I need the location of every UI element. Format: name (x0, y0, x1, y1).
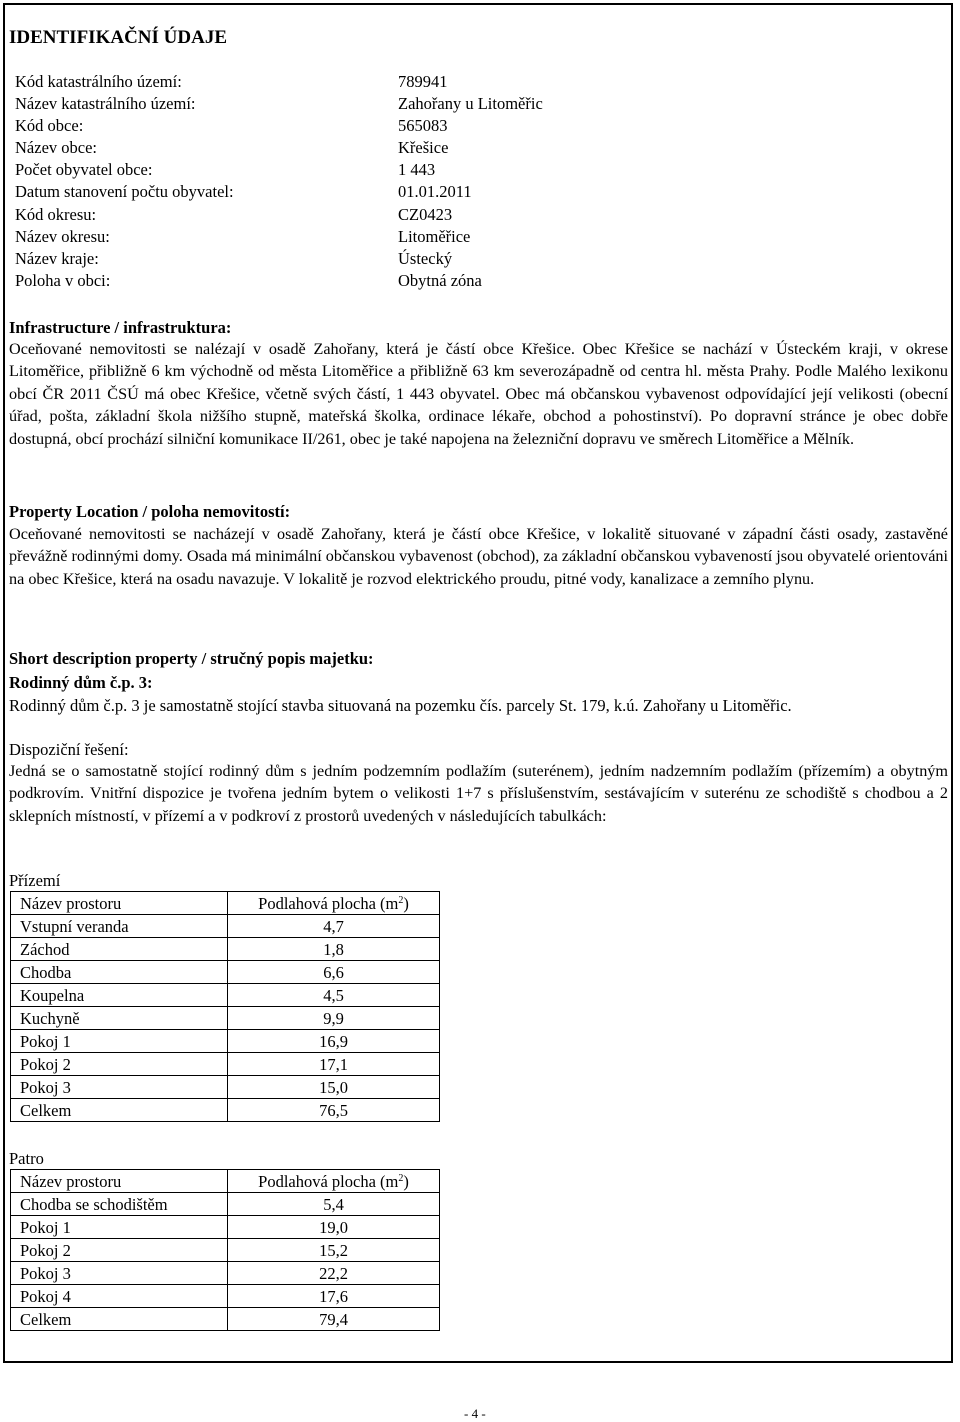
identification-value: 01.01.2011 (398, 182, 472, 202)
room-name-cell: Pokoj 3 (11, 1076, 228, 1099)
identification-row (15, 181, 543, 203)
table-row (11, 1193, 440, 1216)
identification-label: Název obce: (15, 138, 97, 158)
room-area-cell: 1,8 (228, 938, 440, 961)
identification-row (15, 71, 543, 93)
table-row (11, 1030, 440, 1053)
table-row (11, 1099, 440, 1122)
identification-row (15, 93, 543, 115)
table-row (11, 1285, 440, 1308)
room-area-cell: 15,0 (228, 1076, 440, 1099)
table-row (11, 1053, 440, 1076)
upper-floor-area-table (10, 1169, 440, 1331)
table-row (11, 1216, 440, 1239)
house-title: Rodinný dům č.p. 3: (9, 673, 153, 692)
room-name-cell: Pokoj 2 (11, 1239, 228, 1262)
identification-row (15, 248, 543, 270)
room-area-cell: 16,9 (228, 1030, 440, 1053)
table-row (11, 984, 440, 1007)
identification-value: Ústecký (398, 248, 453, 268)
room-name-cell: Záchod (11, 938, 228, 961)
infrastructure-heading: Infrastructure / infrastruktura: (9, 318, 232, 337)
room-area-cell: 6,6 (228, 961, 440, 984)
room-name-cell: Koupelna (11, 984, 228, 1007)
identification-label: Datum stanovení počtu obyvatel: (15, 182, 234, 202)
table-row (11, 1007, 440, 1030)
identification-value: Litoměřice (398, 226, 471, 246)
column-header-area: Podlahová plocha $(m^2)$ (228, 1170, 440, 1193)
column-header-name: Název prostoru (11, 892, 228, 915)
identification-row (15, 226, 543, 248)
page-number: - 4 - (464, 1406, 486, 1421)
identification-label: Název kraje: (15, 248, 99, 268)
infrastructure-text: Oceňované nemovitosti se nalézají v osadě Zahořany, která je částí obce Křešice. Obec Křešice se nachází v Ústeckém kraji, v okrese Litoměřice, přibližně 6 km východně od města Litoměřice a přibližně 63 km severozápadně od centra hl. města Prahy. Podle Malého lexikonu obcí ČR 2011 ČSÚ má obec Křešice, včetně svých částí, 1 443 obyvatel. Obec má občanskou vybavenost odpovídající její velikosti (obecní úřad, pošta, základní škola nižšího stupně, mateřská školka, ordinace lékaře, obchod a pohostinství). Po dopravní stránce je obec dobře dostupná, obcí prochází silniční komunikace II/261, obec je také napojena na železniční dopravu ve směrech Litoměřice a Mělník. (9, 340, 948, 448)
column-header-name: Název prostoru (11, 1170, 228, 1193)
identification-value: Zahořany u Litoměřic (398, 94, 543, 114)
room-name-cell: Pokoj 1 (11, 1216, 228, 1239)
room-area-cell: 4,7 (228, 915, 440, 938)
room-name-cell: Pokoj 3 (11, 1262, 228, 1285)
room-area-cell: 79,4 (228, 1308, 440, 1331)
table-row (11, 1239, 440, 1262)
room-area-cell: 17,6 (228, 1285, 440, 1308)
identification-value: Obytná zóna (398, 270, 482, 290)
identification-value: 1 443 (398, 160, 436, 180)
column-header-area: Podlahová plocha $(m^2)$ (228, 892, 440, 915)
identification-label: Poloha v obci: (15, 270, 111, 290)
layout-heading: Dispoziční řešení: (9, 740, 129, 759)
identification-label: Kód katastrálního území: (15, 72, 182, 91)
room-area-cell: 17,1 (228, 1053, 440, 1076)
room-name-cell: Chodba (11, 961, 228, 984)
table-header-row (11, 1170, 440, 1193)
page-title: IDENTIFIKAČNÍ ÚDAJE (9, 27, 227, 48)
identification-row (15, 204, 543, 226)
room-name-cell: Celkem (11, 1099, 228, 1122)
location-text: Oceňované nemovitosti se nacházejí v osadě Zahořany, která je částí obce Křešice, v lokalitě situované v západní části osady, zastavěné převážně rodinnými domy. Osada má minimální občanskou vybavenost (obchod), za základní občanskou vybaveností jsou obyvatelé orientováni na obec Křešice, která na osadu navazuje. V lokalitě je rozvod elektrického proudu, pitné vody, kanalizace a zemního plynu. (9, 525, 948, 588)
identification-value: 565083 (398, 116, 448, 136)
table-row (11, 961, 440, 984)
location-heading: Property Location / poloha nemovitostí: (9, 502, 291, 521)
identification-value: Křešice (398, 138, 449, 158)
identification-row (15, 115, 543, 137)
table-row (11, 915, 440, 938)
identification-table (15, 71, 543, 292)
identification-label: Kód okresu: (15, 204, 97, 224)
identification-value: 789941 (398, 72, 448, 91)
room-area-cell: 22,2 (228, 1262, 440, 1285)
room-name-cell: Kuchyně (11, 1007, 228, 1030)
table-caption-upper-floor: Patro (9, 1149, 44, 1168)
room-area-cell: 4,5 (228, 984, 440, 1007)
table-row (11, 1076, 440, 1099)
table-row (11, 1262, 440, 1285)
table-header-row (11, 892, 440, 915)
identification-label: Název katastrálního území: (15, 94, 196, 114)
room-name-cell: Pokoj 1 (11, 1030, 228, 1053)
room-area-cell: 9,9 (228, 1007, 440, 1030)
layout-text: Jedná se o samostatně stojící rodinný dům s jedním podzemním podlažím (suterénem), jedním nadzemním podlažím (přízemím) a obytným podkrovím. Vnitřní dispozice je tvořena jedním bytem o velikosti 1+7 s příslušenstvím, sestávajícím v suterénu ze schodiště s chodbou a 2 sklepních místností, v přízemí a v podkroví z prostorů uvedených v následujících tabulkách: (9, 762, 948, 825)
house-text: Rodinný dům č.p. 3 je samostatně stojící stavba situovaná na pozemku čís. parcely St. 179, k.ú. Zahořany u Litoměřic. (9, 696, 792, 715)
identification-label: Kód obce: (15, 116, 84, 136)
room-name-cell: Pokoj 2 (11, 1053, 228, 1076)
room-name-cell: Pokoj 4 (11, 1285, 228, 1308)
table-row (11, 938, 440, 961)
room-area-cell: 15,2 (228, 1239, 440, 1262)
room-name-cell: Chodba se schodištěm (11, 1193, 228, 1216)
room-area-cell: 76,5 (228, 1099, 440, 1122)
room-name-cell: Vstupní veranda (11, 915, 228, 938)
identification-value: CZ0423 (398, 204, 453, 224)
identification-row (15, 137, 543, 159)
table-row (11, 1308, 440, 1331)
identification-label: Název okresu: (15, 226, 110, 246)
room-area-cell: 5,4 (228, 1193, 440, 1216)
table-caption-ground-floor: Přízemí (9, 871, 61, 890)
identification-row (15, 159, 543, 181)
description-heading: Short description property / stručný popis majetku: (9, 649, 374, 668)
ground-floor-area-table (10, 891, 440, 1122)
identification-row (15, 270, 543, 292)
room-name-cell: Celkem (11, 1308, 228, 1331)
identification-label: Počet obyvatel obce: (15, 160, 153, 180)
room-area-cell: 19,0 (228, 1216, 440, 1239)
